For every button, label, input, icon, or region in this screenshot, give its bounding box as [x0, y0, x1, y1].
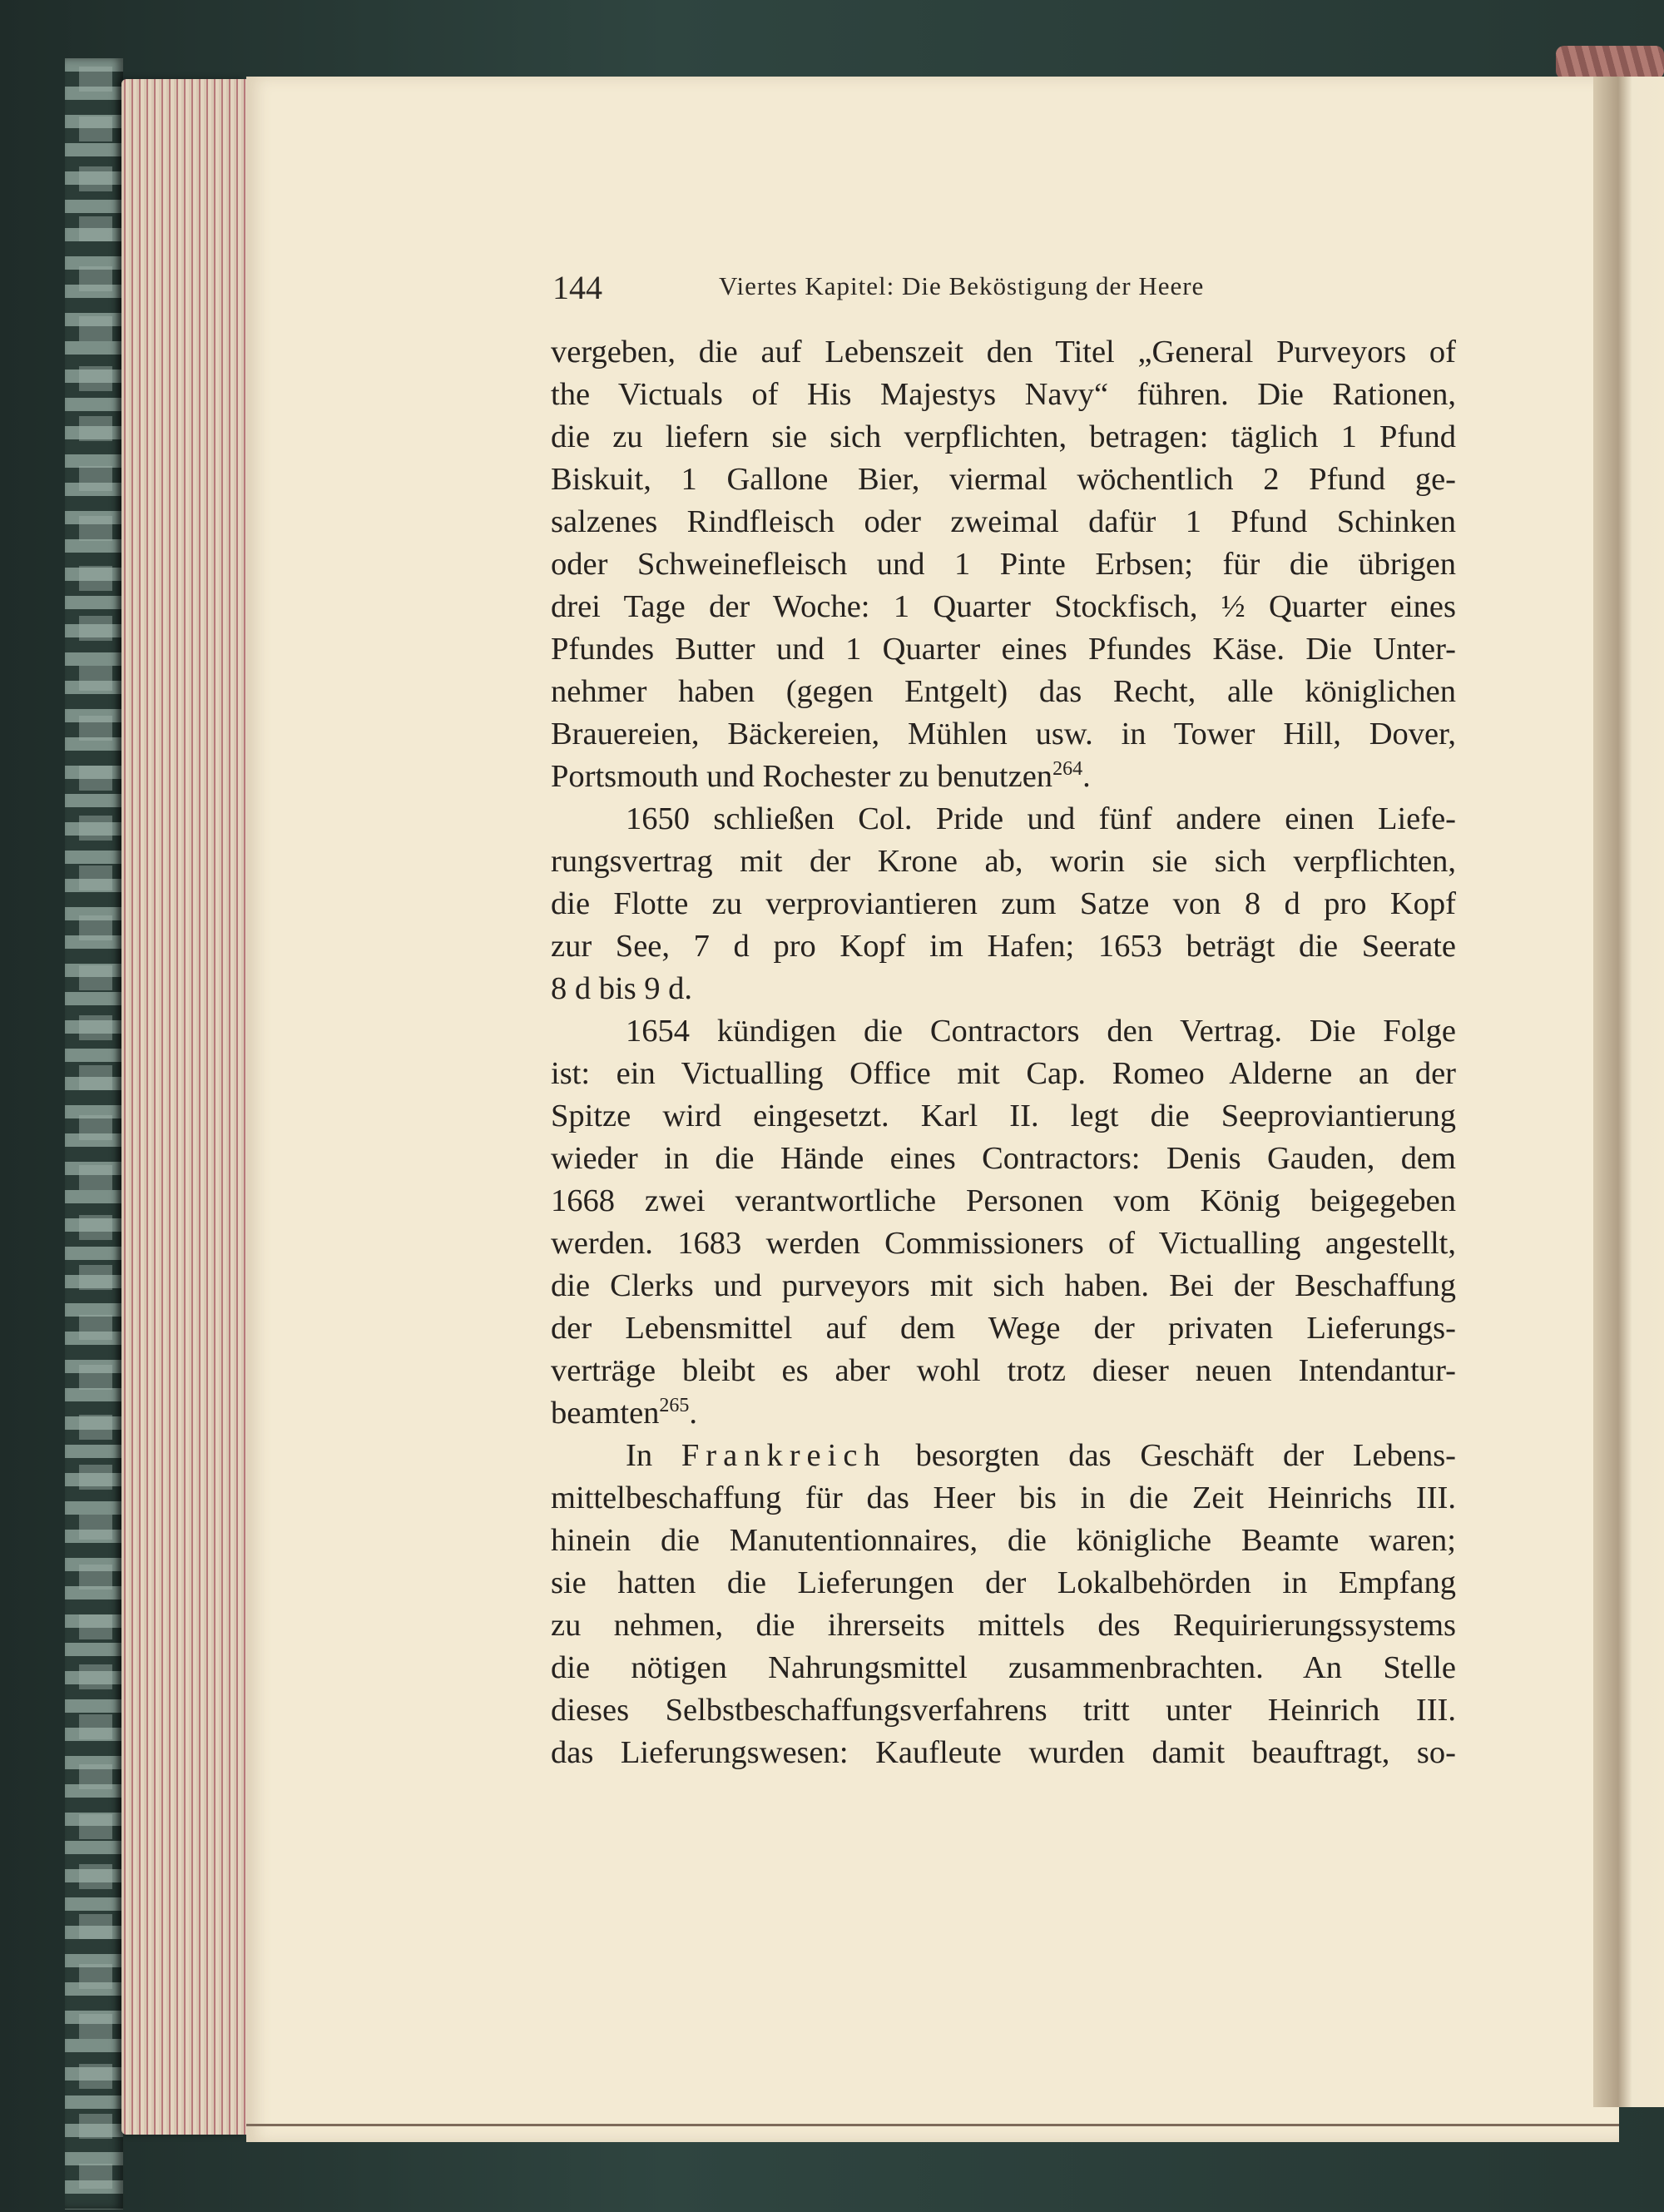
text-line — [551, 1435, 1456, 1477]
text-line-content: Portsmouth und Rochester zu benutzen — [551, 759, 1053, 794]
text-line: hinein die Manutentionnaires, die königliche Beamte waren; — [551, 1523, 1456, 1558]
text-line — [551, 756, 1456, 798]
page-bottom-edge — [246, 2124, 1619, 2126]
text-line: 1668 zwei verantwortliche Personen vom König beigegeben — [551, 1183, 1456, 1218]
text-line: 1654 kündigen die Contractors den Vertrag. Die Folge — [626, 1014, 1456, 1049]
text-line: Pfundes Butter und 1 Quarter eines Pfundes Käse. Die Unter- — [551, 632, 1456, 667]
text-line: das Lieferungswesen: Kaufleute wurden damit beauftragt, so- — [551, 1735, 1456, 1770]
footnote-ref: 265 — [659, 1395, 690, 1416]
footnote-ref: 264 — [1052, 758, 1083, 780]
text-line: mittelbeschaffung für das Heer bis in die Zeit Heinrichs III. — [551, 1480, 1456, 1515]
cover-pattern — [79, 67, 112, 2197]
text-line: Biskuit, 1 Gallone Bier, viermal wöchentlich 2 Pfund ge- — [551, 462, 1456, 497]
text-line: die zu liefern sie sich verpflichten, betragen: täglich 1 Pfund — [551, 419, 1456, 454]
punctuation: . — [689, 1396, 698, 1431]
text-line: Spitze wird eingesetzt. Karl II. legt die Seeproviantierung — [551, 1099, 1456, 1133]
text-line-content: beamten — [551, 1396, 660, 1431]
text-line: oder Schweinefleisch und 1 Pinte Erbsen; für die übrigen — [551, 547, 1456, 582]
text-line: ist: ein Victualling Office mit Cap. Romeo Alderne an der — [551, 1056, 1456, 1091]
text-line: der Lebensmittel auf dem Wege der privaten Lieferungs- — [551, 1311, 1456, 1346]
text-line: drei Tage der Woche: 1 Quarter Stockfisch, ½ Quarter eines — [551, 589, 1456, 624]
text-line-prefix: In — [626, 1438, 653, 1473]
text-line: die nötigen Nahrungsmittel zusammenbrachten. An Stelle — [551, 1650, 1456, 1685]
facing-page-edge — [1593, 77, 1664, 2107]
running-head: Viertes Kapitel: Die Beköstigung der Heere — [719, 271, 1205, 300]
text-line: verträge bleibt es aber wohl trotz dieser neuen Intendantur- — [551, 1353, 1456, 1388]
bookmark-ribbon — [1556, 46, 1664, 79]
text-line: die Clerks und purveyors mit sich haben. Bei der Beschaffung — [551, 1268, 1456, 1303]
page-edges — [121, 79, 246, 2135]
punctuation: . — [1082, 759, 1091, 794]
text-line: 8 d bis 9 d. — [551, 971, 693, 1006]
page-header — [552, 268, 1468, 310]
text-line: wieder in die Hände eines Contractors: Denis Gauden, dem — [551, 1141, 1456, 1176]
text-line: nehmer haben (gegen Entgelt) das Recht, alle königlichen — [551, 674, 1456, 709]
text-line: die Flotte zu verproviantieren zum Satze von 8 d pro Kopf — [551, 886, 1456, 921]
text-line: werden. 1683 werden Commissioners of Victualling angestellt, — [551, 1226, 1456, 1261]
page-number: 144 — [552, 269, 602, 306]
text-line: rungsvertrag mit der Krone ab, worin sie sich verpflichten, — [551, 844, 1456, 879]
text-line: the Victuals of His Majestys Navy“ führen. Die Rationen, — [551, 377, 1456, 412]
text-line: Brauereien, Bäckereien, Mühlen usw. in Tower Hill, Dover, — [551, 717, 1456, 751]
text-line: dieses Selbstbeschaffungsverfahrens tritt unter Heinrich III. — [551, 1693, 1456, 1728]
text-line: 1650 schließen Col. Pride und fünf andere einen Liefe- — [626, 801, 1456, 836]
body-text — [551, 331, 1456, 1774]
text-line: sie hatten die Lieferungen der Lokalbehörden in Empfang — [551, 1565, 1456, 1600]
text-line: salzenes Rindfleisch oder zweimal dafür 1 Pfund Schinken — [551, 504, 1456, 539]
text-line: zu nehmen, die ihrerseits mittels des Requirierungssystems — [551, 1608, 1456, 1643]
text-line-content: besorgten das Geschäft der Lebens- — [915, 1438, 1456, 1473]
emphasized-word: Frankreich — [681, 1438, 887, 1473]
text-line: zur See, 7 d pro Kopf im Hafen; 1653 beträgt die Seerate — [551, 929, 1456, 964]
text-line — [551, 1392, 1456, 1435]
text-line: vergeben, die auf Lebenszeit den Titel „General Purveyors of — [551, 335, 1456, 369]
